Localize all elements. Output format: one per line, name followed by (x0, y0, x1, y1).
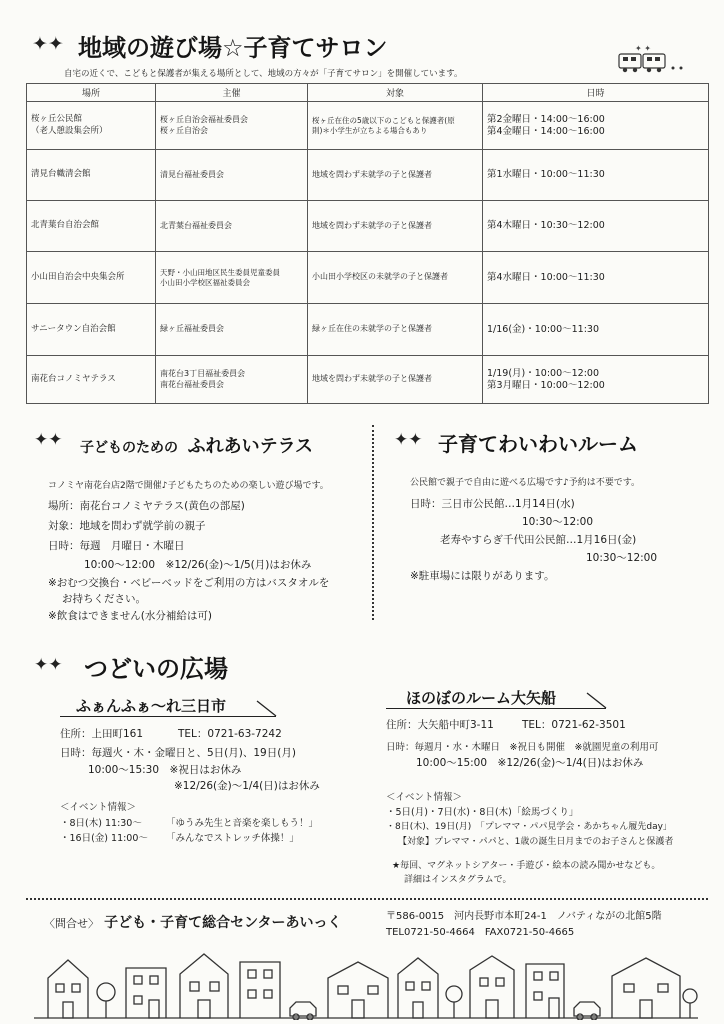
host-cell: 天野・小山田地区民生委員児童委員 小山田小学校区福祉委員会 (156, 252, 308, 304)
target-cell: 地域を問わず未就学の子と保護者 (308, 150, 483, 201)
sparkle-icon: ✦✦ (34, 430, 63, 450)
fureai-note-cont: お持ちください。 (62, 593, 146, 605)
mikkaichi-closed: ※12/26(金)～1/4(日)はお休み (174, 780, 320, 792)
houses-illustration (34, 944, 698, 1020)
table-row (27, 102, 709, 150)
mikkaichi-tel: TEL：0721-63-7242 (178, 728, 282, 740)
footer-divider (26, 898, 708, 900)
honobono-note: ★毎回、マグネットシアター・手遊び・絵本の読み聞かせなども。 (392, 861, 661, 871)
honobono-address: 住所：大矢船中町3-11 (386, 719, 494, 731)
honobono-event: ・5日(月)・7日(水)・8日(木)「絵馬づくり」 (386, 807, 579, 818)
footer-phones: TEL0721-50-4664 FAX0721-50-4665 (386, 927, 575, 938)
honobono-note-cont: 詳細はインスタグラムで。 (404, 875, 512, 885)
target-cell: 緑ヶ丘在住の未就学の子と保護者 (308, 304, 483, 356)
place-cell: 清見台幟清会館 (27, 150, 156, 201)
event-title: 「ゆうみ先生と音楽を楽しもう！」 (166, 818, 319, 829)
datetime-cell: 第4木曜日・10:30～12:00 (483, 201, 709, 252)
mikkaichi-schedule: 日時：毎週火・木・金曜日と、5日(月)、19日(月) (60, 747, 296, 759)
honobono-name: ほのぼのルーム大矢船 (406, 689, 557, 707)
host-cell: 北青葉台福祉委員会 (156, 201, 308, 252)
host-cell: 桜ヶ丘自治会福祉委員会 桜ヶ丘自治会 (156, 102, 308, 150)
host-cell: 緑ヶ丘福祉委員会 (156, 304, 308, 356)
datetime-cell: 第1水曜日・10:00～11:30 (483, 150, 709, 201)
fureai-title-big: ふれあいテラス (187, 436, 314, 457)
place-cell: 北青葉台自治会館 (27, 201, 156, 252)
table-row (27, 304, 709, 356)
datetime-cell: 第4水曜日・10:00～11:30 (483, 252, 709, 304)
underline-arrow (586, 692, 608, 710)
table-row (27, 252, 709, 304)
event-date: ・16日(金) 11:00～ (60, 833, 148, 844)
mikkaichi-address: 住所：上田町161 (60, 728, 144, 740)
target-cell: 地域を問わず未就学の子と保護者 (308, 201, 483, 252)
table-row (27, 150, 709, 201)
mikkaichi-hours: 10:00～15:30 ※祝日はお休み (88, 764, 242, 776)
fureai-title (80, 432, 313, 458)
place-cell: 桜ヶ丘公民館 （老人憩設集会所） (27, 102, 156, 150)
underline (386, 708, 606, 709)
waiwai-datetime-2: 老寿やすらぎ千代田公民館…1月16日(金) (440, 534, 637, 546)
fureai-title-small: 子どものための (80, 440, 178, 456)
footer-address: 〒586-0015 河内長野市本町24-1 ノバティながの北館5階 (386, 911, 662, 922)
fureai-datetime: 日時：毎週 月曜日・木曜日 (48, 540, 185, 552)
honobono-tel: TEL：0721-62-3501 (522, 719, 626, 731)
mikkaichi-event-header: ＜イベント情報＞ (60, 802, 137, 813)
event-title: 「みんなでストレッチ体操！」 (166, 833, 299, 844)
fureai-note: ※おむつ交換台・ベビーベッドをご利用の方はバスタオルを (48, 577, 330, 589)
column-header: 日時 (483, 84, 709, 102)
target-cell: 地域を問わず未就学の子と保護者 (308, 356, 483, 404)
table-row (27, 356, 709, 404)
column-header: 対象 (308, 84, 483, 102)
waiwai-title: 子育てわいわいルーム (438, 432, 638, 456)
svg-text:✦ ✦: ✦ ✦ (635, 44, 651, 53)
waiwai-intro: 公民館で親子で自由に遊べる広場です♪予約は不要です。 (410, 478, 641, 488)
target-cell: 桜ヶ丘在住の5歳以下のこどもと保護者(原 則)＊小学生が立ちよる場合もあり (308, 102, 483, 150)
waiwai-hours-2: 10:30～12:00 (586, 552, 658, 564)
mikkaichi-name: ふぁんふぁ～れ三日市 (76, 697, 227, 715)
contact-label: 〈問合せ〉 (44, 917, 99, 930)
honobono-event-header: ＜イベント情報＞ (386, 792, 463, 803)
waiwai-datetime-1: 日時：三日市公民館…1月14日(水) (410, 498, 575, 510)
tsudoi-title: つどいの広場 (84, 655, 228, 683)
sparkle-icon: ✦✦ (394, 430, 423, 450)
footer-contact (44, 912, 342, 932)
fureai-hours: 10:00～12:00 ※12/26(金)～1/5(月)はお休み (84, 559, 312, 571)
table-header-row (27, 84, 709, 102)
datetime-cell: 第2金曜日・14:00～16:00 第4金曜日・14:00～16:00 (483, 102, 709, 150)
honobono-schedule: 日時：毎週月・水・木曜日 ※祝日も開催 ※就園児童の利用可 (386, 742, 659, 753)
waiwai-hours-1: 10:30～12:00 (522, 516, 594, 528)
place-cell: サニータウン自治会館 (27, 304, 156, 356)
fureai-food-note: ※飲食はできません(水分補給は可) (48, 610, 212, 622)
column-divider (372, 425, 374, 620)
fureai-intro: コノミヤ南花台店2階で開催♪子どもたちのための楽しい遊び場です。 (48, 481, 329, 491)
waiwai-parking-note: ※駐車場には限りがあります。 (410, 570, 555, 582)
salon-table (26, 83, 709, 404)
honobono-event: ・8日(木)、19日(月) 「プレママ・パパ見学会・あかちゃん履先day」 (386, 822, 672, 832)
datetime-cell: 1/19(月)・10:00～12:00 第3月曜日・10:00～12:00 (483, 356, 709, 404)
sparkle-icon: ✦✦ (32, 33, 64, 55)
underline-arrow (256, 700, 278, 718)
column-header: 主催 (156, 84, 308, 102)
place-cell: 小山田自治会中央集会所 (27, 252, 156, 304)
event-date: ・8日(木) 11:30～ (60, 818, 142, 829)
honobono-hours: 10:00～15:00 ※12/26(金)～1/4(日)はお休み (416, 757, 644, 769)
place-cell: 南花台コノミヤテラス (27, 356, 156, 404)
honobono-event-target: 【対象】プレママ・パパと、1歳の誕生日月までのお子さんと保護者 (398, 837, 674, 847)
salon-title: 地域の遊び場☆子育てサロン (78, 34, 388, 62)
fureai-place: 場所：南花台コノミヤテラス(黄色の部屋) (48, 500, 245, 512)
datetime-cell: 1/16(金)・10:00～11:30 (483, 304, 709, 356)
underline (60, 716, 276, 717)
table-row (27, 201, 709, 252)
train-illustration (615, 42, 691, 76)
sparkle-icon: ✦✦ (34, 655, 63, 675)
host-cell: 南花台3丁目福祉委員会 南花台福祉委員会 (156, 356, 308, 404)
host-cell: 清見台福祉委員会 (156, 150, 308, 201)
fureai-target: 対象：地域を問わず就学前の親子 (48, 520, 206, 532)
org-name: 子ども・子育て総合センターあいっく (104, 915, 342, 931)
target-cell: 小山田小学校区の未就学の子と保護者 (308, 252, 483, 304)
salon-intro: 自宅の近くで、こどもと保護者が集える場所として、地域の方々が「子育てサロン」を開催しています。 (64, 69, 463, 79)
column-header: 場所 (27, 84, 156, 102)
